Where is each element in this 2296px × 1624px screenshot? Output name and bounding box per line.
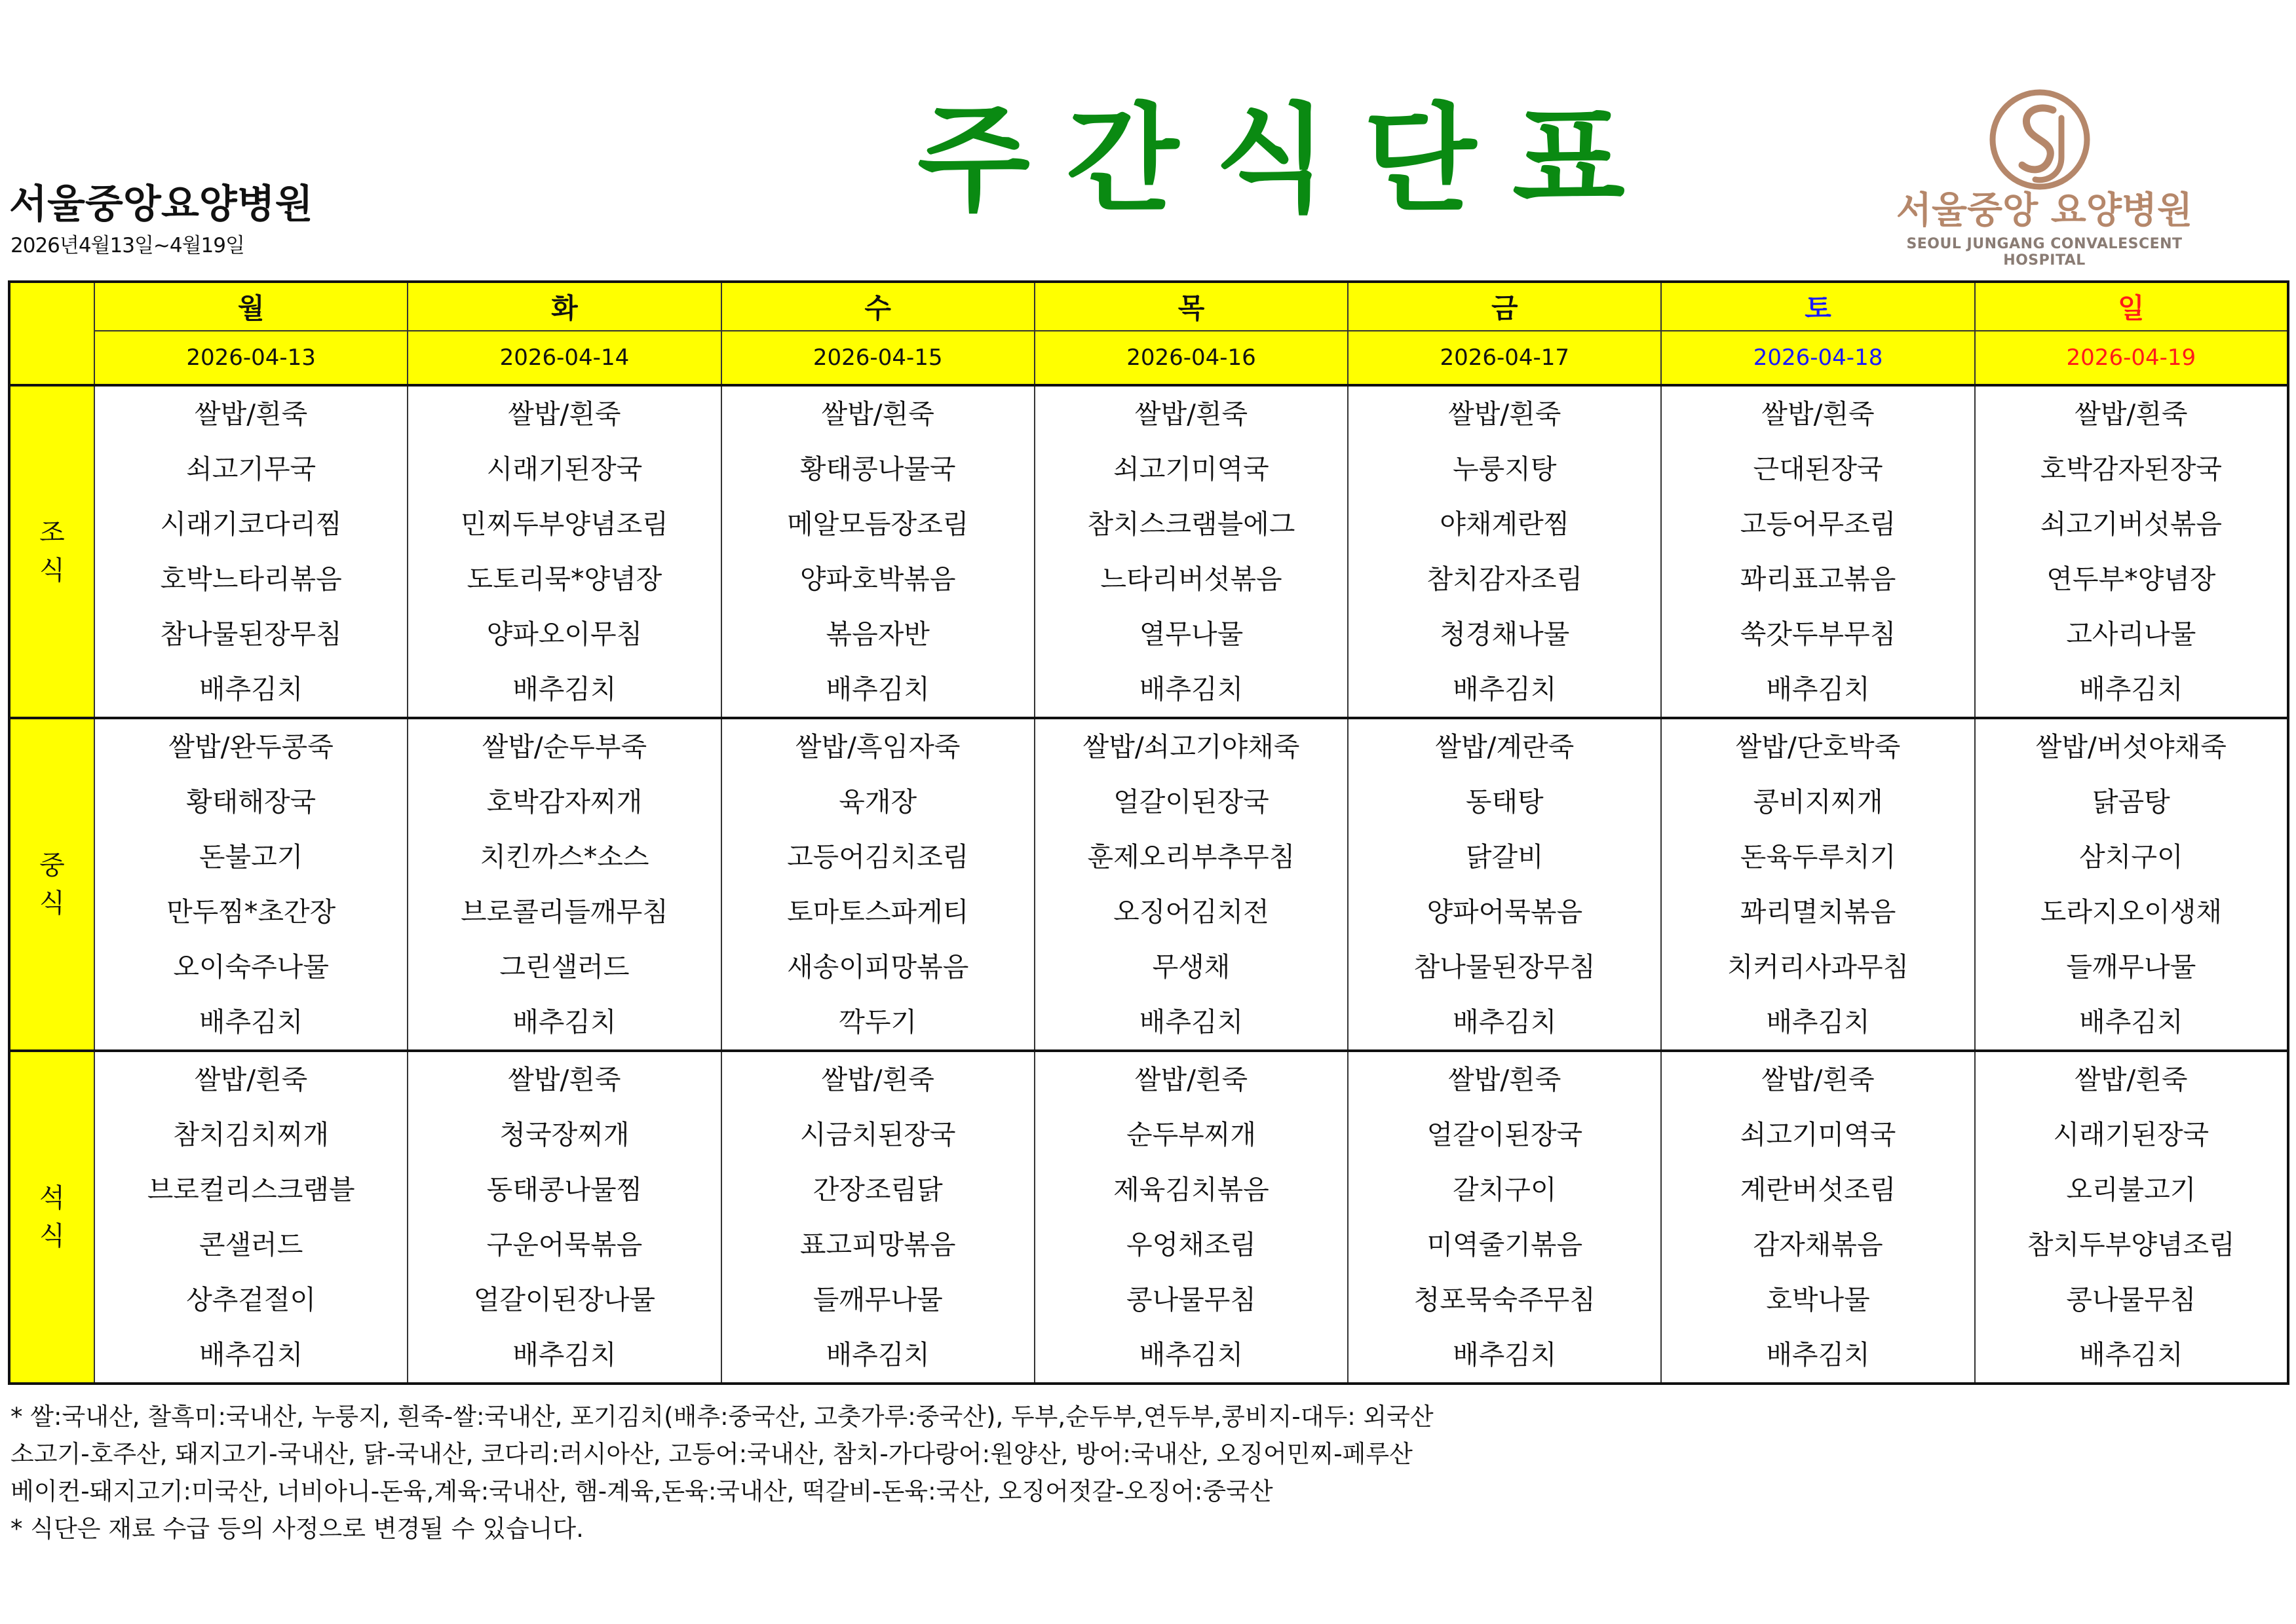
menu-item: 배추김치 [826, 673, 930, 705]
menu-item: 쇠고기미역국 [1740, 1119, 1896, 1150]
menu-item: 청포묵숙주무침 [1413, 1284, 1596, 1315]
menu-item: 콩나물무침 [2066, 1284, 2196, 1315]
menu-item: 도라지오이생채 [2040, 896, 2222, 928]
menu-cell [1661, 385, 1974, 718]
menu-item: 쌀밥/흑임자죽 [795, 731, 961, 763]
logo-mark-icon [1984, 84, 2095, 195]
menu-item: 누룽지탕 [1453, 453, 1557, 485]
table-corner [9, 282, 94, 385]
date-header-saturday: 2026-04-18 [1661, 331, 1974, 385]
menu-item: 계란버섯조림 [1740, 1174, 1896, 1205]
menu-item: 얼갈이된장국 [1113, 786, 1269, 818]
menu-item: 닭곰탕 [2092, 786, 2170, 818]
menu-item: 콩나물무침 [1126, 1284, 1256, 1315]
menu-item: 갈치구이 [1453, 1174, 1557, 1205]
menu-item: 미역줄기볶음 [1426, 1229, 1583, 1260]
menu-item: 쑥갓두부무침 [1740, 618, 1896, 650]
menu-cell [1348, 718, 1661, 1051]
menu-item: 시래기코다리찜 [160, 508, 342, 540]
meal-label-char: 식 [39, 888, 65, 918]
day-header-saturday: 토 [1661, 282, 1974, 331]
menu-item: 쌀밥/흰죽 [1448, 1064, 1561, 1095]
date-range: 2026년4월13일~4월19일 [10, 234, 244, 257]
menu-item: 호박느타리볶음 [160, 563, 342, 595]
menu-item: 들깨무나물 [2066, 951, 2196, 983]
menu-item: 돈불고기 [199, 841, 303, 873]
menu-item: 느타리버섯볶음 [1100, 563, 1282, 595]
menu-item: 감자채볶음 [1753, 1229, 1883, 1260]
menu-item: 삼치구이 [2079, 841, 2183, 873]
menu-item: 꽈리멸치볶음 [1740, 896, 1896, 928]
hospital-name: 서울중앙요양병원 [9, 181, 313, 227]
menu-item: 브로컬리스크램블 [147, 1174, 355, 1205]
menu-item: 배추김치 [1139, 1339, 1244, 1370]
menu-item: 쌀밥/흰죽 [195, 398, 308, 430]
menu-item: 만두찜*초간장 [166, 896, 336, 928]
menu-item: 토마토스파게티 [787, 896, 969, 928]
menu-item: 쌀밥/흰죽 [1134, 398, 1248, 430]
menu-item: 콩비지찌개 [1753, 786, 1883, 818]
menu-item: 순두부찌개 [1126, 1119, 1256, 1150]
menu-item: 치커리사과무침 [1727, 951, 1909, 983]
menu-item: 쌀밥/쇠고기야채죽 [1082, 731, 1300, 763]
menu-item: 호박감자된장국 [2040, 453, 2222, 485]
meal-row-dinner [9, 1051, 2288, 1384]
menu-item: 참나물된장무침 [160, 618, 342, 650]
menu-item: 배추김치 [1139, 673, 1244, 705]
meal-label-char: 조 [39, 518, 65, 548]
meal-label-char: 식 [39, 556, 65, 586]
menu-item: 배추김치 [2079, 673, 2183, 705]
menu-item: 근대된장국 [1753, 453, 1883, 485]
menu-item: 쌀밥/흰죽 [1761, 1064, 1875, 1095]
footnote-line: 베이컨-돼지고기:미국산, 너비아니-돈육,계육:국내산, 햄-계육,돈육:국내산, 떡갈비-돈육:국산, 오징어젓갈-오징어:중국산 [10, 1477, 1273, 1505]
menu-item: 쌀밥/단호박죽 [1735, 731, 1901, 763]
date-header: 2026-04-17 [1348, 331, 1661, 385]
menu-item: 쇠고기미역국 [1113, 453, 1269, 485]
day-header: 목 [1035, 282, 1348, 331]
menu-cell [1035, 718, 1348, 1051]
menu-cell [1348, 385, 1661, 718]
menu-cell [408, 718, 721, 1051]
menu-item: 쌀밥/흰죽 [508, 398, 621, 430]
menu-cell [1348, 1051, 1661, 1384]
menu-item: 육개장 [839, 786, 917, 818]
menu-item: 참치감자조림 [1426, 563, 1583, 595]
menu-item: 배추김치 [199, 1006, 303, 1038]
menu-item: 오징어김치전 [1113, 896, 1269, 928]
menu-cell [1975, 1051, 2288, 1384]
menu-item: 호박나물 [1766, 1284, 1870, 1315]
menu-cell [721, 718, 1035, 1051]
menu-item: 볶음자반 [826, 618, 930, 650]
menu-item: 동태탕 [1465, 786, 1544, 818]
meal-row-lunch [9, 718, 2288, 1051]
page-title [917, 92, 1625, 227]
date-header-sunday: 2026-04-19 [1975, 331, 2288, 385]
menu-item: 청경채나물 [1440, 618, 1570, 650]
menu-item: 치킨까스*소스 [480, 841, 649, 873]
menu-item: 제육김치볶음 [1113, 1174, 1269, 1205]
menu-cell [408, 1051, 721, 1384]
menu-item: 깍두기 [839, 1006, 917, 1038]
logo-subtitle: SEOUL JUNGANG CONVALESCENT HOSPITAL [1906, 236, 2183, 269]
menu-cell [1975, 385, 2288, 718]
menu-item: 무생채 [1152, 951, 1231, 983]
menu-item: 양파어묵볶음 [1426, 896, 1583, 928]
hospital-logo [1874, 84, 2215, 269]
menu-item: 배추김치 [1453, 673, 1557, 705]
menu-item: 쌀밥/계란죽 [1435, 731, 1575, 763]
date-header: 2026-04-14 [408, 331, 721, 385]
menu-item: 오리불고기 [2066, 1174, 2196, 1205]
meal-label-dinner [9, 1051, 94, 1384]
meal-label-char: 식 [39, 1221, 65, 1251]
menu-item: 콘샐러드 [199, 1229, 303, 1260]
meal-row-breakfast [9, 385, 2288, 718]
title-char: 식 [1215, 92, 1328, 227]
menu-item: 오이숙주나물 [173, 951, 329, 983]
menu-item: 훈제오리부추무침 [1087, 841, 1295, 873]
menu-item: 호박감자찌개 [486, 786, 643, 818]
menu-item: 브로콜리들깨무침 [460, 896, 668, 928]
menu-item: 동태콩나물찜 [486, 1174, 643, 1205]
title-char: 표 [1512, 92, 1625, 227]
menu-cell [1035, 1051, 1348, 1384]
menu-item: 고등어무조림 [1740, 508, 1896, 540]
menu-item: 그린샐러드 [499, 951, 630, 983]
menu-item: 구운어묵볶음 [486, 1229, 643, 1260]
menu-item: 배추김치 [512, 1339, 617, 1370]
menu-item: 연두부*양념장 [2046, 563, 2216, 595]
menu-item: 배추김치 [2079, 1006, 2183, 1038]
footnote-line: * 식단은 재료 수급 등의 사정으로 변경될 수 있습니다. [10, 1515, 584, 1543]
menu-cell [1035, 385, 1348, 718]
footnote-line: 소고기-호주산, 돼지고기-국내산, 닭-국내산, 코다리:러시아산, 고등어:국내산, 참치-가다랑어:원양산, 방어:국내산, 오징어민찌-페루산 [10, 1440, 1413, 1468]
menu-cell [408, 385, 721, 718]
menu-item: 참치김치찌개 [173, 1119, 329, 1150]
menu-item: 우엉채조림 [1126, 1229, 1256, 1260]
menu-item: 메알모듬장조림 [787, 508, 969, 540]
menu-item: 배추김치 [1766, 1339, 1870, 1370]
menu-item: 배추김치 [826, 1339, 930, 1370]
menu-item: 배추김치 [512, 673, 617, 705]
menu-cell [94, 1051, 408, 1384]
menu-cell [94, 718, 408, 1051]
menu-item: 열무나물 [1139, 618, 1244, 650]
menu-item: 쌀밥/흰죽 [2075, 398, 2188, 430]
day-header-sunday: 일 [1975, 282, 2288, 331]
menu-item: 배추김치 [1453, 1006, 1557, 1038]
menu-item: 쌀밥/흰죽 [1761, 398, 1875, 430]
menu-item: 쇠고기버섯볶음 [2040, 508, 2222, 540]
menu-item: 황태해장국 [186, 786, 316, 818]
menu-cell [94, 385, 408, 718]
menu-cell [1661, 718, 1974, 1051]
menu-item: 고등어김치조림 [787, 841, 969, 873]
menu-item: 쌀밥/흰죽 [2075, 1064, 2188, 1095]
menu-item: 쌀밥/버섯야채죽 [2035, 731, 2227, 763]
menu-item: 쌀밥/완두콩죽 [168, 731, 334, 763]
day-header: 금 [1348, 282, 1661, 331]
logo-name: 서울중앙 요양병원 [1896, 189, 2193, 232]
menu-item: 양파오이무침 [486, 618, 643, 650]
menu-item: 시래기된장국 [2053, 1119, 2210, 1150]
menu-item: 표고피망볶음 [799, 1229, 956, 1260]
date-header: 2026-04-16 [1035, 331, 1348, 385]
menu-item: 민찌두부양념조림 [460, 508, 668, 540]
menu-item: 배추김치 [1766, 673, 1870, 705]
menu-item: 상추겉절이 [186, 1284, 316, 1315]
menu-item: 시금치된장국 [799, 1119, 956, 1150]
meal-label-breakfast [9, 385, 94, 718]
meal-label-char: 석 [39, 1183, 65, 1213]
menu-item: 배추김치 [2079, 1339, 2183, 1370]
menu-item: 배추김치 [1453, 1339, 1557, 1370]
title-char: 단 [1364, 92, 1476, 227]
menu-item: 꽈리표고볶음 [1740, 563, 1896, 595]
menu-item: 도토리묵*양념장 [467, 563, 662, 595]
day-header: 수 [721, 282, 1035, 331]
menu-item: 황태콩나물국 [799, 453, 956, 485]
title-char: 간 [1066, 92, 1179, 227]
menu-item: 배추김치 [1766, 1006, 1870, 1038]
menu-item: 쌀밥/흰죽 [821, 1064, 934, 1095]
menu-item: 얼갈이된장국 [1426, 1119, 1583, 1150]
menu-item: 시래기된장국 [486, 453, 643, 485]
day-header-row [9, 282, 2288, 331]
menu-item: 쌀밥/순두부죽 [482, 731, 647, 763]
meal-rows [9, 385, 2288, 1384]
menu-item: 참치두부양념조림 [2027, 1229, 2235, 1260]
date-header: 2026-04-13 [94, 331, 408, 385]
menu-item: 새송이피망볶음 [787, 951, 969, 983]
weekly-menu-table [8, 280, 2289, 1385]
menu-cell [1975, 718, 2288, 1051]
menu-item: 쌀밥/흰죽 [1134, 1064, 1248, 1095]
menu-item: 배추김치 [512, 1006, 617, 1038]
menu-item: 양파호박볶음 [799, 563, 956, 595]
menu-item: 쌀밥/흰죽 [508, 1064, 621, 1095]
menu-item: 배추김치 [1139, 1006, 1244, 1038]
date-header-row [9, 331, 2288, 385]
day-header: 월 [94, 282, 408, 331]
menu-cell [721, 385, 1035, 718]
menu-item: 간장조림닭 [813, 1174, 943, 1205]
menu-cell [1661, 1051, 1974, 1384]
menu-item: 청국장찌개 [499, 1119, 630, 1150]
menu-item: 쌀밥/흰죽 [195, 1064, 308, 1095]
menu-item: 고사리나물 [2066, 618, 2196, 650]
menu-item: 참치스크램블에그 [1087, 508, 1295, 540]
menu-item: 쌀밥/흰죽 [821, 398, 934, 430]
menu-cell [721, 1051, 1035, 1384]
menu-item: 닭갈비 [1465, 841, 1544, 873]
menu-item: 돈육두루치기 [1740, 841, 1896, 873]
menu-item: 참나물된장무침 [1413, 951, 1596, 983]
menu-item: 배추김치 [199, 673, 303, 705]
menu-item: 쇠고기무국 [186, 453, 316, 485]
menu-item: 얼갈이된장나물 [473, 1284, 656, 1315]
date-header: 2026-04-15 [721, 331, 1035, 385]
meal-label-char: 중 [39, 850, 65, 880]
menu-item: 야채계란찜 [1440, 508, 1570, 540]
menu-item: 들깨무나물 [813, 1284, 943, 1315]
menu-item: 배추김치 [199, 1339, 303, 1370]
day-header: 화 [408, 282, 721, 331]
footnote-line: * 쌀:국내산, 찰흑미:국내산, 누룽지, 흰죽-쌀:국내산, 포기김치(배추:중국산, 고춧가루:중국산), 두부,순두부,연두부,콩비지-대두: 외국산 [10, 1403, 1434, 1431]
meal-label-lunch [9, 718, 94, 1051]
menu-item: 쌀밥/흰죽 [1448, 398, 1561, 430]
footnotes [10, 1398, 1434, 1547]
title-char: 주 [917, 92, 1030, 227]
